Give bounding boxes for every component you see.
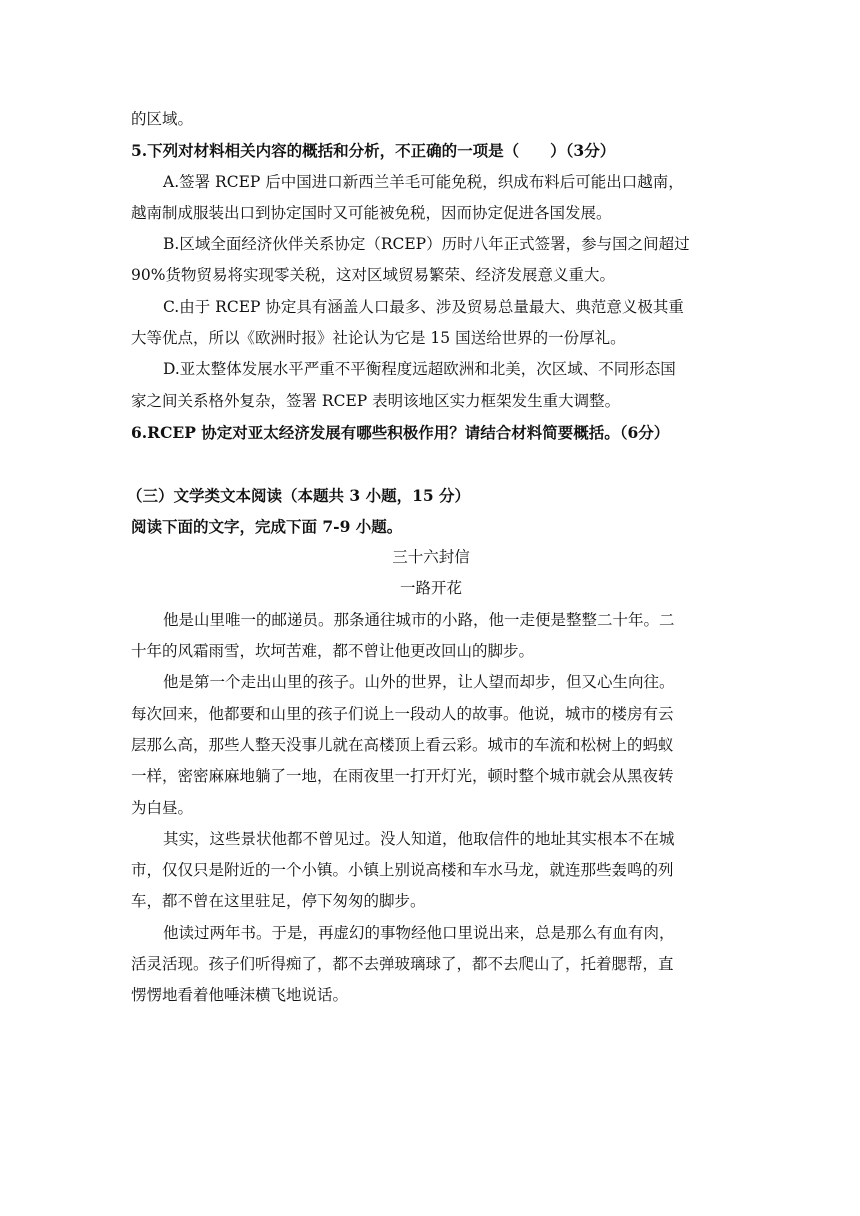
paragraph-4-line-3: 愣愣地看着他唾沫横飞地说话。 [131, 986, 349, 1005]
paragraph-2-line-1: 他是第一个走出山里的孩子。山外的世界，让人望而却步，但又心生向往。 [163, 673, 675, 692]
section-3-instruction: 阅读下面的文字，完成下面 7-9 小题。 [131, 516, 403, 536]
paragraph-3-line-2: 市，仅仅只是附近的一个小镇。小镇上别说高楼和车水马龙，就连那些轰鸣的列 [131, 861, 674, 880]
option-c-line-2: 大等优点，所以《欧洲时报》社论认为它是 15 国送给世界的一份厚礼。 [131, 329, 626, 348]
article-author: 一路开花 [399, 579, 462, 598]
option-d-line-2: 家之间关系格外复杂，签署 RCEP 表明该地区实力框架发生重大调整。 [131, 391, 621, 410]
article-title: 三十六封信 [392, 548, 470, 567]
paragraph-1-line-2: 十年的风霜雨雪，坎坷苦难，都不曾让他更改回山的脚步。 [131, 642, 535, 661]
blank-line [131, 448, 731, 479]
question-6: 6.RCEP 协定对亚太经济发展有哪些积极作用？请结合材料简要概括。（6分） [131, 422, 670, 442]
paragraph-2-line-2: 每次回来，他都要和山里的孩子们说上一段动人的故事。他说，城市的楼房有云 [131, 704, 674, 723]
paragraph-2-line-4: 一样，密密麻麻地躺了一地，在雨夜里一打开灯光，顿时整个城市就会从黑夜转 [131, 767, 674, 786]
option-c-line-1: C.由于 RCEP 协定具有涵盖人口最多、涉及贸易总量最大、典范意义极其重 [163, 297, 684, 316]
document-page [127, 104, 731, 1012]
option-b-line-2: 90%货物贸易将实现零关税，这对区域贸易繁荣、经济发展意义重大。 [131, 266, 615, 285]
option-d-line-1: D.亚太整体发展水平严重不平衡程度远超欧洲和北美，次区域、不同形态国 [163, 360, 676, 379]
paragraph-4-line-1: 他读过两年书。于是，再虚幻的事物经他口里说出来，总是那么有血有肉， [163, 923, 675, 942]
paragraph-1-line-1: 他是山里唯一的邮递员。那条通往城市的小路，他一走便是整整二十年。二 [163, 610, 675, 629]
paragraph-3-line-3: 车，都不曾在这里驻足，停下匆匆的脚步。 [131, 892, 426, 911]
paragraph-3-line-1: 其实，这些景状他都不曾见过。没人知道，他取信件的地址其实根本不在城 [163, 829, 675, 848]
paragraph-2-line-3: 层那么高，那些人整天没事儿就在高楼顶上看云彩。城市的车流和松树上的蚂蚁 [131, 735, 674, 754]
option-b-line-1: B.区域全面经济伙伴关系协定（RCEP）历时八年正式签署，参与国之间超过 [163, 235, 690, 254]
paragraph-2-line-5: 为白昼。 [131, 798, 194, 817]
question-5-stem: 5.下列对材料相关内容的概括和分析，不正确的一项是（ ）（3分） [131, 141, 616, 161]
continuation-text: 的区域。 [131, 110, 194, 128]
paragraph-4-line-2: 活灵活现。孩子们听得痴了，都不去弹玻璃球了，都不去爬山了，托着腮帮，直 [131, 955, 674, 974]
section-3-heading: （三）文学类文本阅读（本题共 3 小题，15 分） [127, 485, 471, 505]
option-a-line-2: 越南制成服装出口到协定国时又可能被免税，因而协定促进各国发展。 [131, 203, 612, 222]
option-a-line-1: A.签署 RCEP 后中国进口新西兰羊毛可能免税，织成布料后可能出口越南， [163, 172, 684, 191]
